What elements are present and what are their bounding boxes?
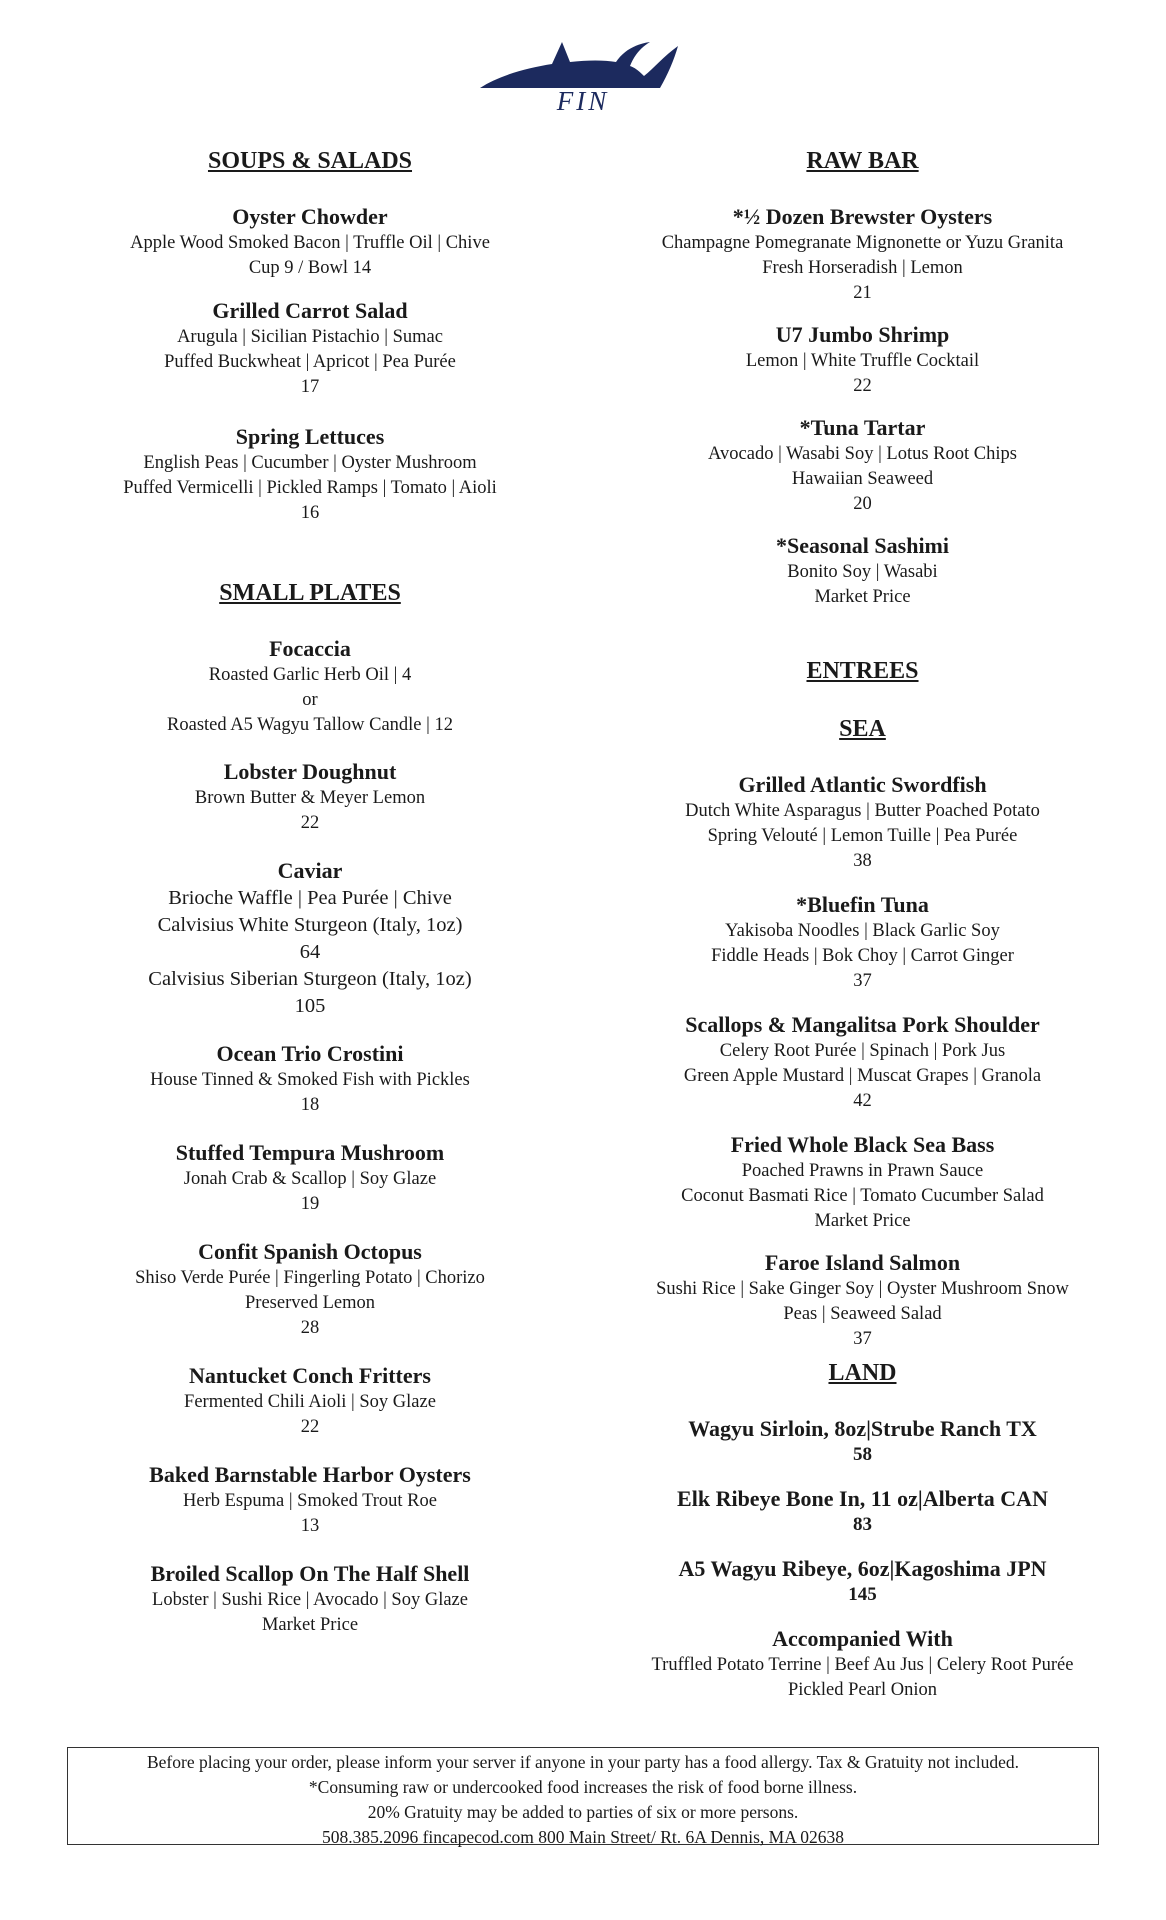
soups-salads-heading: SOUPS & SALADS	[207, 148, 413, 174]
menu-item: Baked Barnstable Harbor Oysters Herb Espuma | Smoked Trout Roe 13	[149, 1462, 471, 1536]
footer-notice	[67, 1747, 1099, 1845]
menu-item: U7 Jumbo Shrimp Lemon | White Truffle Cocktail 22	[745, 322, 980, 396]
menu-item: Broiled Scallop On The Half Shell Lobster | Sushi Rice | Avocado | Soy Glaze Market Price	[150, 1561, 470, 1635]
small-plates-heading: SMALL PLATES	[219, 580, 401, 606]
menu-item: Grilled Carrot Salad Arugula | Sicilian Pistachio | Sumac Puffed Buckwheat | Apricot | Pea Purée 17	[164, 298, 456, 397]
menu-item: Grilled Atlantic Swordfish Dutch White Asparagus | Butter Poached Potato Spring Velouté | Lemon Tuille | Pea Purée 38	[685, 772, 1040, 871]
menu-item: Caviar Brioche Waffle | Pea Purée | Chive Calvisius White Sturgeon (Italy, 1oz) 64 Calvisius Siberian Sturgeon (Italy, 1oz) 105	[148, 858, 472, 1017]
menu-item: Nantucket Conch Fritters Fermented Chili Aioli | Soy Glaze 22	[184, 1363, 436, 1437]
left-column	[60, 147, 560, 1637]
menu-item: Confit Spanish Octopus Shiso Verde Purée | Fingerling Potato | Chorizo Preserved Lemon 28	[135, 1239, 485, 1338]
raw-bar-heading: RAW BAR	[806, 148, 919, 174]
menu-item: Wagyu Sirloin, 8oz|Strube Ranch TX 58	[688, 1416, 1037, 1465]
menu-item: Faroe Island Salmon Sushi Rice | Sake Ginger Soy | Oyster Mushroom Snow Peas | Seaweed Salad 37	[656, 1250, 1069, 1349]
menu-item: Ocean Trio Crostini House Tinned & Smoked Fish with Pickles 18	[150, 1041, 470, 1115]
restaurant-logo	[475, 38, 691, 118]
allergy-notice: Before placing your order, please inform your server if anyone in your party has a food allergy. Tax & Gratuity not included.	[146, 1752, 1019, 1772]
accompaniments: Accompanied With Truffled Potato Terrine | Beef Au Jus | Celery Root Purée Pickled Pearl Onion	[651, 1626, 1074, 1700]
menu-item: Scallops & Mangalitsa Pork Shoulder Celery Root Purée | Spinach | Pork Jus Green Apple Mustard | Muscat Grapes | Granola 42	[683, 1012, 1042, 1111]
menu-item: Elk Ribeye Bone In, 11 oz|Alberta CAN 83	[677, 1486, 1048, 1535]
menu-item: *Bluefin Tuna Yakisoba Noodles | Black Garlic Soy Fiddle Heads | Bok Choy | Carrot Ginger 37	[711, 892, 1014, 991]
menu-item: Focaccia Roasted Garlic Herb Oil | 4 or Roasted A5 Wagyu Tallow Candle | 12	[167, 636, 453, 735]
entrees-heading: ENTREES	[806, 658, 919, 684]
menu-item: Fried Whole Black Sea Bass Poached Prawns in Prawn Sauce Coconut Basmati Rice | Tomato Cucumber Salad Market Price	[681, 1132, 1044, 1231]
menu-item: A5 Wagyu Ribeye, 6oz|Kagoshima JPN 145	[678, 1556, 1047, 1605]
menu-item: *Tuna Tartar Avocado | Wasabi Soy | Lotus Root Chips Hawaiian Seaweed 20	[708, 415, 1017, 514]
tuna-fish-icon	[478, 38, 688, 92]
menu-item: Oyster Chowder Apple Wood Smoked Bacon | Truffle Oil | Chive Cup 9 / Bowl 14	[130, 204, 490, 278]
land-heading: LAND	[828, 1360, 897, 1386]
contact-info: 508.385.2096 fincapecod.com 800 Main Street/ Rt. 6A Dennis, MA 02638	[321, 1827, 845, 1847]
sea-heading: SEA	[839, 716, 886, 742]
right-column	[615, 147, 1110, 1703]
gratuity-notice: 20% Gratuity may be added to parties of six or more persons.	[367, 1802, 799, 1822]
brand-name: FIN	[556, 86, 610, 116]
menu-item: Stuffed Tempura Mushroom Jonah Crab & Scallop | Soy Glaze 19	[175, 1140, 445, 1214]
menu-item: *Seasonal Sashimi Bonito Soy | Wasabi Market Price	[776, 533, 949, 607]
menu-item: Spring Lettuces English Peas | Cucumber | Oyster Mushroom Puffed Vermicelli | Pickled Ramps | Tomato | Aioli 16	[123, 424, 497, 523]
menu-item: *½ Dozen Brewster Oysters Champagne Pomegranate Mignonette or Yuzu Granita Fresh Horseradish | Lemon 21	[661, 204, 1064, 303]
raw-food-warning: *Consuming raw or undercooked food increases the risk of food borne illness.	[308, 1777, 858, 1797]
menu-item: Lobster Doughnut Brown Butter & Meyer Lemon 22	[194, 759, 426, 833]
